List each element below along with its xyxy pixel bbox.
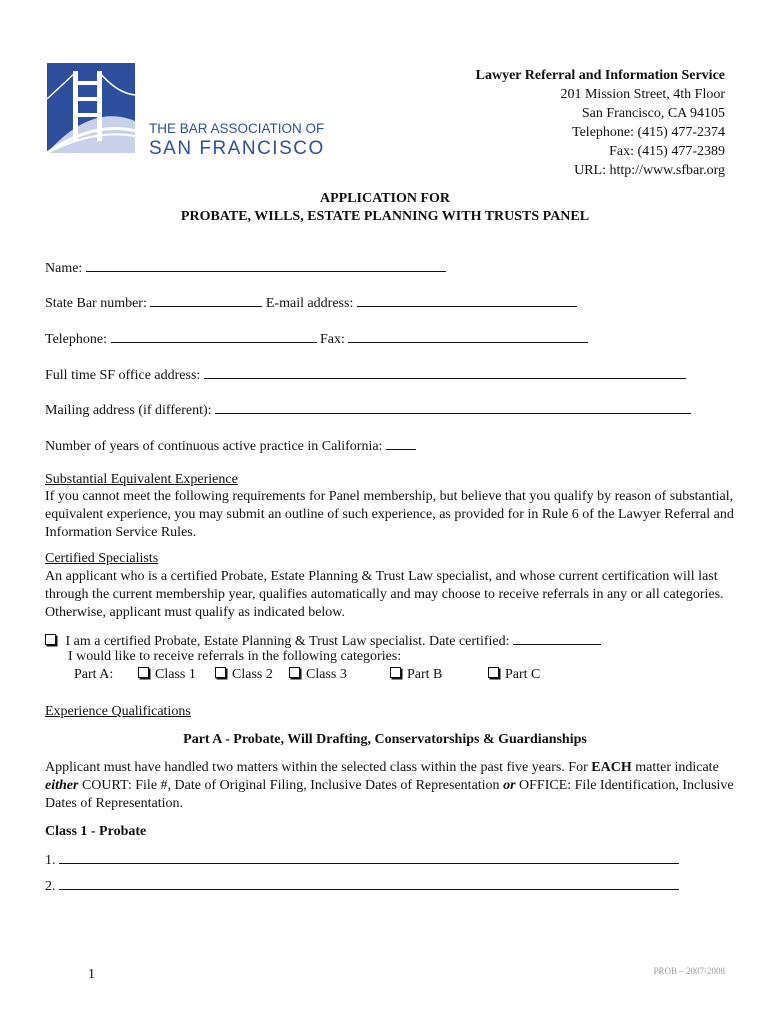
matter-1-row <box>45 849 679 870</box>
substantial-heading: Substantial Equivalent Experience <box>45 472 238 487</box>
certified-heading: Certified Specialists <box>45 551 159 566</box>
name-label: Name: <box>45 261 83 276</box>
years-row <box>45 435 416 456</box>
office-address-row <box>45 364 686 385</box>
telephone-label: Telephone: <box>45 332 107 347</box>
office-address-field[interactable] <box>204 364 686 379</box>
org-street: 201 Mission Street, 4th Floor <box>560 87 725 102</box>
org-url[interactable]: URL: http://www.sfbar.org <box>574 163 725 178</box>
name-row <box>45 257 446 278</box>
class3-option[interactable] <box>289 666 347 684</box>
class1-option[interactable] <box>138 666 196 684</box>
part-c-label: Part C <box>505 667 541 682</box>
part-a-title: Part A - Probate, Will Drafting, Conservatorships & Guardianships <box>183 732 587 747</box>
part-c-checkbox[interactable] <box>488 667 499 678</box>
bar-email-row <box>45 292 577 313</box>
fax-field[interactable] <box>348 328 588 343</box>
mailing-address-field[interactable] <box>215 399 691 414</box>
svg-text:THE BAR ASSOCIATION OF: THE BAR ASSOCIATION OF <box>149 121 325 136</box>
matter-2-row <box>45 875 679 896</box>
part-b-option[interactable] <box>390 666 442 684</box>
date-certified-field[interactable] <box>513 630 601 645</box>
part-a-label: Part A: <box>74 667 114 682</box>
org-telephone: Telephone: (415) 477-2374 <box>572 125 725 140</box>
bar-association-logo <box>47 63 327 159</box>
fax-label: Fax: <box>320 332 345 347</box>
email-field[interactable] <box>357 292 577 307</box>
matter-2-label: 2. <box>45 879 56 894</box>
years-label: Number of years of continuous active practice in California: <box>45 439 383 454</box>
office-address-label: Full time SF office address: <box>45 368 201 383</box>
org-city: San Francisco, CA 94105 <box>581 106 725 121</box>
matter-1-label: 1. <box>45 853 56 868</box>
class1-label: Class 1 <box>155 667 196 682</box>
state-bar-label: State Bar number: <box>45 296 147 311</box>
class3-label: Class 3 <box>306 667 347 682</box>
mailing-address-label: Mailing address (if different): <box>45 403 212 418</box>
page-number: 1 <box>88 967 95 982</box>
title-line-2: PROBATE, WILLS, ESTATE PLANNING WITH TRUSTS PANEL <box>180 209 590 224</box>
class2-option[interactable] <box>215 666 273 684</box>
years-field[interactable] <box>386 435 416 450</box>
class3-checkbox[interactable] <box>289 667 300 678</box>
certified-checkbox[interactable] <box>45 634 56 645</box>
telephone-field[interactable] <box>111 328 317 343</box>
part-b-label: Part B <box>407 667 443 682</box>
categories-intro: I would like to receive referrals in the following categories: <box>68 649 402 664</box>
part-b-checkbox[interactable] <box>390 667 401 678</box>
org-name: Lawyer Referral and Information Service <box>475 68 725 83</box>
class2-checkbox[interactable] <box>215 667 226 678</box>
form-code: PROB – 2007-2008 <box>653 966 725 976</box>
email-label: E-mail address: <box>265 296 354 311</box>
class1-checkbox[interactable] <box>138 667 149 678</box>
address-block <box>476 66 725 180</box>
title-line-1: APPLICATION FOR <box>319 191 451 206</box>
svg-text:SAN FRANCISCO: SAN FRANCISCO <box>149 138 325 159</box>
matter-1-field[interactable] <box>59 849 679 864</box>
phone-fax-row <box>45 328 588 349</box>
experience-heading: Experience Qualifications <box>45 704 191 719</box>
state-bar-field[interactable] <box>150 292 262 307</box>
matter-2-field[interactable] <box>59 875 679 890</box>
class1-title: Class 1 - Probate <box>45 824 147 839</box>
name-field[interactable] <box>86 257 446 272</box>
golden-gate-logo-icon <box>47 63 327 159</box>
class2-label: Class 2 <box>232 667 273 682</box>
certified-checkbox-label: I am a certified Probate, Estate Planning & Trust Law specialist. Date certified: <box>65 634 510 649</box>
experience-intro: Applicant must have handled two matters within the selected class within the past five years. For EACH matter indicate either COURT: File #, Date of Original Filing, Inclusive Dates of Representation or OFFICE: File Identification, Inclusive Dates of Representation. <box>45 760 734 811</box>
part-c-option[interactable] <box>488 666 540 684</box>
org-fax: Fax: (415) 477-2389 <box>609 144 725 159</box>
substantial-text: If you cannot meet the following requirements for Panel membership, but believe that you qualify by reason of substantial, equivalent experience, you may submit an outline of such experience, as provided for in Rule 6 of the Lawyer Referral and Information Service Rules. <box>45 489 734 540</box>
mailing-address-row <box>45 399 691 420</box>
certified-text: An applicant who is a certified Probate, Estate Planning & Trust Law specialist, and whose current certification will last through the current membership year, qualifies automatically and may choose to receive referrals in any or all categories. Otherwise, applicant must qualify as indicated below. <box>45 569 724 620</box>
